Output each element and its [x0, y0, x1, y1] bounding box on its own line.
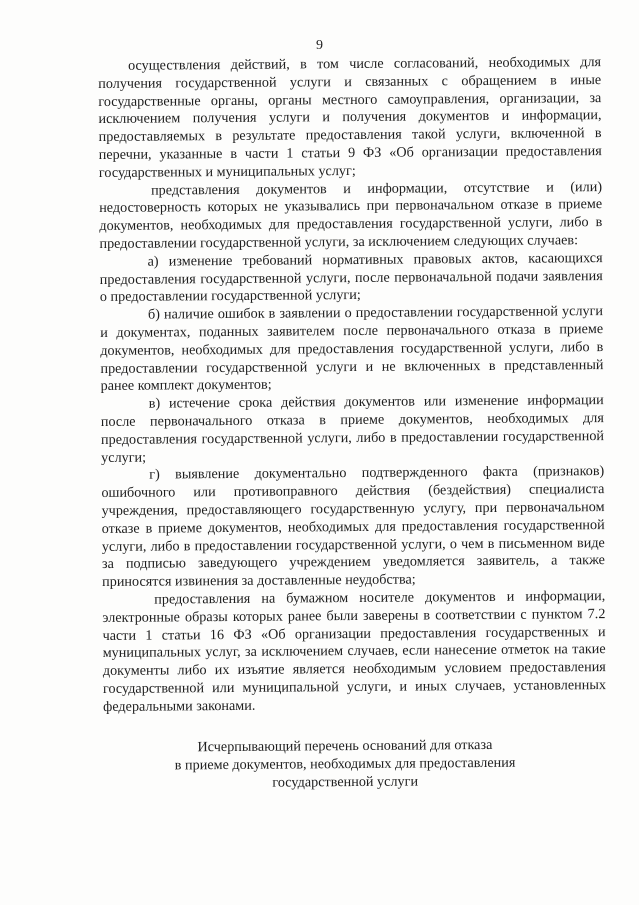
page-number: 9: [316, 38, 323, 53]
paragraph-paper-media: предоставления на бумажном носителе документов и информации, электронные образы которых ранее были заверены в соответствии с пунктом 7.2 части 1 статьи 16 ФЗ «Об организации предоставления государственных и муниципальных услуг, за исключением случаев, если нанесение отметок на такие документы либо их изъятие является необходимым условием предоставления государственной или муниципальной услуги, и иных случаев, установленных федеральными законами.: [102, 587, 607, 715]
section-heading-line-3: государственной услуги: [272, 773, 419, 791]
paragraph-documents-information: представления документов и информации, отсутствие и (или) недостоверность которых не указывались при первоначальном отказе в приеме документов, необходимых для предоставления государственной услуги, либо в предоставлении государственной услуги, за исключением следующих случаев:: [99, 178, 603, 252]
document-body: [98, 54, 607, 794]
section-heading-line-2: в приеме документов, необходимых для предоставления: [174, 755, 516, 774]
paragraph-item-g: г) выявление документально подтвержденного факта (признаков) ошибочного или противоправного действия (бездействия) специалиста учреждения, предоставляющего государственную услугу, при первоначальном отказе в приеме документов, необходимых для предоставления государственной услуги, либо в предоставлении государственной услуги, о чем в письменном виде за подписью заведующего учреждением уведомляется заявитель, а также приносятся извинения за доставленные неудобства;: [101, 463, 606, 591]
section-heading-line-1: Исчерпывающий перечень оснований для отказа: [197, 737, 493, 756]
paragraph-item-b: б) наличие ошибок в заявлении о предоставлении государственной услуги и документах, поданных заявителем после первоначального отказа в приеме документов, необходимых для предоставления государственной услуги, либо в предоставлении государственной услуги и не включенных в представленный ранее комплект документов;: [100, 303, 604, 395]
paragraph-actions: осуществления действий, в том числе согласований, необходимых для получения государственной услуги и связанных с обращением в иные государственные органы, органы местного самоуправления, организации, за исключением получения услуги и получения документов и информации, предоставляемых в результате предоставления такой услуги, включенной в перечни, указанные в части 1 статьи 9 ФЗ «Об организации предоставления государственных и муниципальных услуг;: [98, 54, 602, 181]
paragraph-item-v: в) истечение срока действия документов или изменение информации после первоначального отказа в приеме документов, необходимых для предоставления государственной услуги, либо в предоставлении государственной услуги;: [100, 392, 605, 466]
paragraph-item-a: а) изменение требований нормативных правовых актов, касающихся предоставления государственной услуги, после первоначальной подачи заявления о предоставлении государственной услуги;: [99, 249, 603, 306]
section-heading: [103, 737, 606, 794]
